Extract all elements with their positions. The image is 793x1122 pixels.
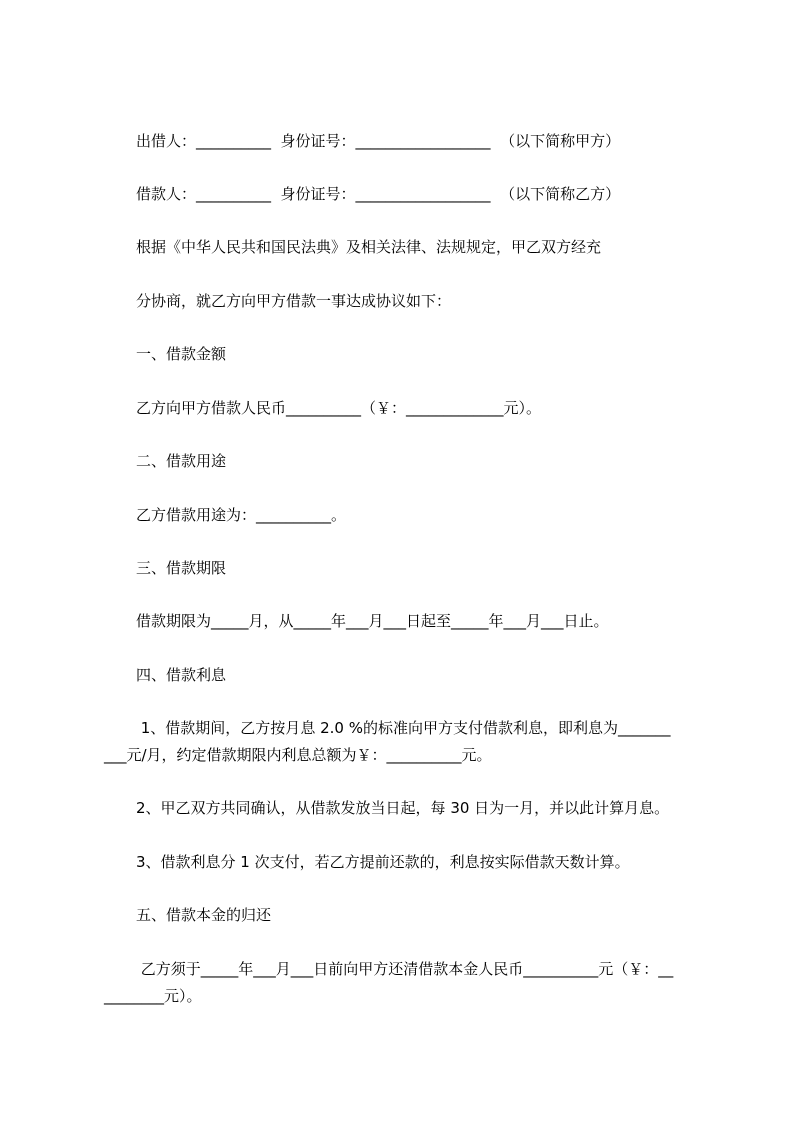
section-heading-term: 三、借款期限 — [136, 559, 227, 577]
interest-clause-1-line-2: ___元/月，约定借款期限内利息总额为￥：__________元。 — [104, 746, 492, 764]
section-heading-purpose: 二、借款用途 — [136, 452, 227, 470]
interest-clause-1-line-1: 1、借款期间，乙方按月息 2.0 %的标准向甲方支付借款利息，即利息为_______ — [136, 719, 671, 737]
purpose-clause: 乙方借款用途为：__________。 — [136, 506, 347, 524]
lender-line: 出借人：__________ 身份证号：__________________ （以下简称甲方） — [136, 132, 621, 150]
section-heading-repayment: 五、借款本金的归还 — [136, 906, 272, 924]
repayment-clause-line-1: 乙方须于_____年___月___日前向甲方还清借款本金人民币__________元（￥：__ — [136, 960, 674, 978]
repayment-clause-line-2: ________元）。 — [104, 987, 202, 1005]
preamble-line-1: 根据《中华人民共和国民法典》及相关法律、法规规定，甲乙双方经充 — [136, 238, 602, 256]
preamble-line-2: 分协商，就乙方向甲方借款一事达成协议如下： — [136, 292, 452, 310]
term-clause: 借款期限为_____月，从_____年___月___日起至_____年___月___日止。 — [136, 612, 609, 630]
borrower-line: 借款人：__________ 身份证号：__________________ （以下简称乙方） — [136, 185, 621, 203]
interest-clause-3: 3、借款利息分 1 次支付，若乙方提前还款的，利息按实际借款天数计算。 — [136, 853, 630, 871]
section-heading-interest: 四、借款利息 — [136, 666, 227, 684]
section-heading-amount: 一、借款金额 — [136, 345, 227, 363]
amount-clause: 乙方向甲方借款人民币__________（￥：_____________元）。 — [136, 399, 542, 417]
interest-clause-2: 2、甲乙双方共同确认，从借款发放当日起，每 30 日为一月，并以此计算月息。 — [136, 799, 670, 817]
